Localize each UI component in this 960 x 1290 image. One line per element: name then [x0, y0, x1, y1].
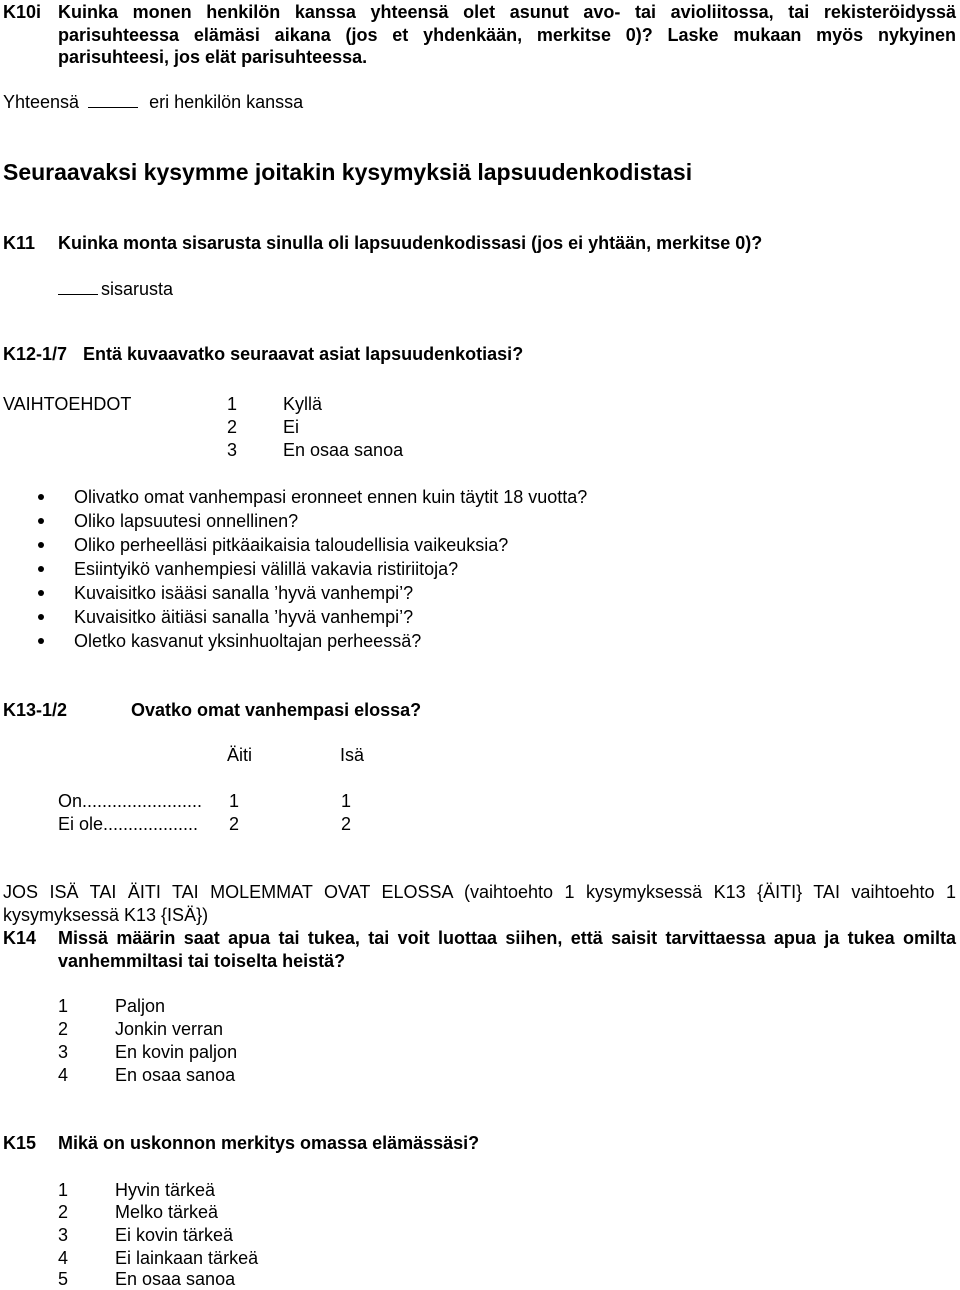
option-number: 1: [227, 394, 238, 414]
option-number: 2: [58, 1019, 69, 1039]
option-number: 3: [227, 440, 238, 460]
bullet-icon: [38, 566, 44, 572]
bullet-icon: [38, 614, 44, 620]
question-code-k14: K14: [3, 928, 37, 948]
answer-prefix: Yhteensä: [3, 92, 80, 112]
question-text-k15: Mikä on uskonnon merkitys omassa elämässäsi?: [58, 1133, 480, 1153]
question-code-k15: K15: [3, 1133, 37, 1153]
father-code: 1: [341, 791, 352, 811]
father-code: 2: [341, 814, 352, 834]
option-label: Ei lainkaan tärkeä: [115, 1248, 259, 1268]
mother-code: 1: [229, 791, 240, 811]
row-label: Ei ole...................: [58, 814, 199, 834]
question-text-k14: Missä määrin saat apua tai tukea, tai voit luottaa siihen, että saisit tarvittaessa apua ja tukea omilta vanhemmiltasi tai toiselta heistä?: [58, 928, 956, 971]
answer-blank-k10i[interactable]: [88, 91, 138, 108]
answer-line-k11: [58, 278, 173, 300]
question-text-k13: Ovatko omat vanhempasi elossa?: [131, 700, 422, 720]
list-item: Oliko lapsuutesi onnellinen?: [74, 511, 299, 531]
mother-code: 2: [229, 814, 240, 834]
question-code-k12: K12-1/7: [3, 344, 68, 364]
option-number: 3: [58, 1225, 69, 1245]
option-label: En osaa sanoa: [283, 440, 404, 460]
answer-suffix: eri henkilön kanssa: [149, 92, 304, 112]
bullet-icon: [38, 518, 44, 524]
list-item: Esiintyikö vanhempiesi välillä vakavia ristiriitoja?: [74, 559, 459, 579]
section-heading: Seuraavaksi kysymme joitakin kysymyksiä lapsuudenkodistasi: [3, 159, 693, 185]
option-label: Kyllä: [283, 394, 323, 414]
option-number: 5: [58, 1269, 69, 1289]
option-label: Ei: [283, 417, 300, 437]
question-text-k11: Kuinka monta sisarusta sinulla oli lapsuudenkodissasi (jos ei yhtään, merkitse 0)?: [58, 233, 763, 253]
row-label: On........................: [58, 791, 203, 811]
option-label: En kovin paljon: [115, 1042, 238, 1062]
option-number: 3: [58, 1042, 69, 1062]
list-item: Oletko kasvanut yksinhuoltajan perheessä?: [74, 631, 422, 651]
option-number: 2: [227, 417, 238, 437]
list-item: Kuvaisitko äitiäsi sanalla ’hyvä vanhempi’?: [74, 607, 414, 627]
question-code-k13: K13-1/2: [3, 700, 68, 720]
filter-instruction: JOS ISÄ TAI ÄITI TAI MOLEMMAT OVAT ELOSSA (vaihtoehto 1 kysymyksessä K13 {ÄITI} TAI vaihtoehto 1 kysymyksessä K13 {ISÄ}): [3, 882, 956, 925]
answer-blank-k11[interactable]: [58, 278, 98, 295]
option-number: 4: [58, 1248, 69, 1268]
option-label: Ei kovin tärkeä: [115, 1225, 234, 1245]
list-item: Olivatko omat vanhempasi eronneet ennen kuin täytit 18 vuotta?: [74, 487, 588, 507]
option-label: Hyvin tärkeä: [115, 1180, 216, 1200]
bullet-icon: [38, 590, 44, 596]
bullet-icon: [38, 638, 44, 644]
question-code-k11: K11: [3, 233, 36, 253]
option-number: 2: [58, 1202, 69, 1222]
question-text-k10i: Kuinka monen henkilön kanssa yhteensä olet asunut avo- tai avioliitossa, tai rekisteröidyssä parisuhteessa elämäsi aikana (jos et yhdenkään, merkitse 0)? Laske mukaan myös nykyinen parisuhteesi, jos elät parisuhteessa.: [58, 2, 956, 67]
option-label: Jonkin verran: [115, 1019, 224, 1039]
option-number: 1: [58, 1180, 69, 1200]
list-item: Kuvaisitko isääsi sanalla ’hyvä vanhempi’?: [74, 583, 414, 603]
option-label: En osaa sanoa: [115, 1269, 236, 1289]
list-item: Oliko perheelläsi pitkäaikaisia taloudellisia vaikeuksia?: [74, 535, 509, 555]
bullet-icon: [38, 542, 44, 548]
question-text-k12: Entä kuvaavatko seuraavat asiat lapsuudenkotiasi?: [83, 344, 524, 364]
option-label: Melko tärkeä: [115, 1202, 219, 1222]
answer-line-k10i: [3, 91, 303, 113]
option-number: 4: [58, 1065, 69, 1085]
options-label: VAIHTOEHDOT: [3, 394, 132, 414]
bullet-icon: [38, 494, 44, 500]
column-header-mother: Äiti: [227, 745, 253, 765]
option-label: Paljon: [115, 996, 166, 1016]
answer-suffix: sisarusta: [101, 279, 174, 299]
question-code-k10i: K10i: [3, 2, 42, 22]
column-header-father: Isä: [340, 745, 365, 765]
option-label: En osaa sanoa: [115, 1065, 236, 1085]
option-number: 1: [58, 996, 69, 1016]
